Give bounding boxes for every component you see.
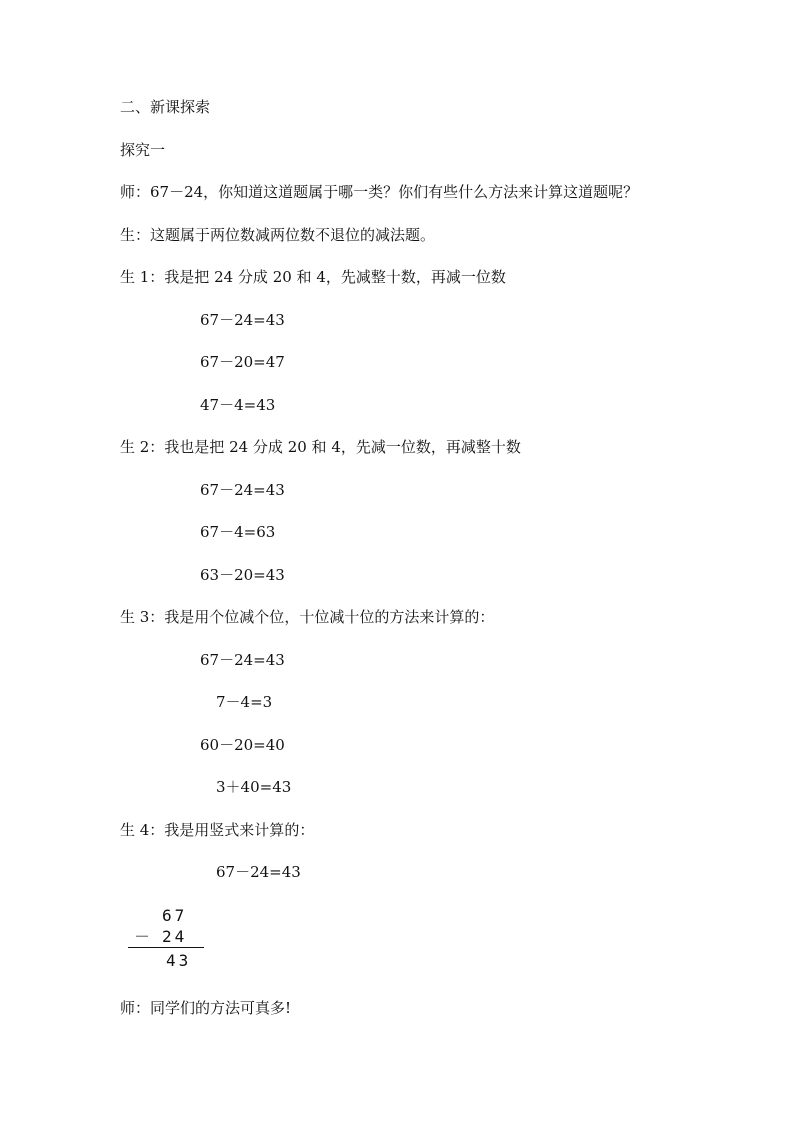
student3-step-4: 3＋40=43 — [216, 778, 292, 796]
vertical-rule — [128, 947, 204, 948]
student-answer: 生：这题属于两位数减两位数不退位的减法题。 — [120, 226, 436, 244]
vertical-subtrahend: 24 — [162, 927, 188, 946]
student3-statement: 生 3：我是用个位减个位，十位减十位的方法来计算的： — [120, 608, 495, 626]
student1-step-2: 67－20=47 — [200, 353, 285, 371]
student3-step-1: 67－24=43 — [200, 651, 285, 669]
student2-statement: 生 2：我也是把 24 分成 20 和 4，先减一位数，再减整十数 — [120, 438, 521, 456]
student2-step-1: 67－24=43 — [200, 481, 285, 499]
vertical-operator: － — [134, 927, 154, 946]
student4-equation: 67－24=43 — [216, 863, 301, 881]
section-heading: 二、新课探索 — [120, 98, 211, 116]
student4-statement: 生 4：我是用竖式来计算的： — [120, 821, 315, 839]
student2-step-2: 67－4=63 — [200, 523, 276, 541]
student1-step-3: 47－4=43 — [200, 396, 276, 414]
student2-step-3: 63－20=43 — [200, 566, 285, 584]
student1-step-1: 67－24=43 — [200, 311, 285, 329]
teacher-question: 师：67－24，你知道这道题属于哪一类？你们有些什么方法来计算这道题呢？ — [120, 183, 639, 201]
vertical-minuend: 67 — [162, 906, 188, 925]
teacher-closing: 师：同学们的方法可真多! — [120, 999, 292, 1017]
student1-statement: 生 1：我是把 24 分成 20 和 4，先减整十数，再减一位数 — [120, 268, 506, 286]
subheading: 探究一 — [120, 141, 166, 159]
vertical-subtraction — [120, 906, 220, 968]
student3-step-3: 60－20=40 — [200, 736, 285, 754]
vertical-result: 43 — [166, 951, 192, 970]
student3-step-2: 7－4=3 — [216, 693, 273, 711]
